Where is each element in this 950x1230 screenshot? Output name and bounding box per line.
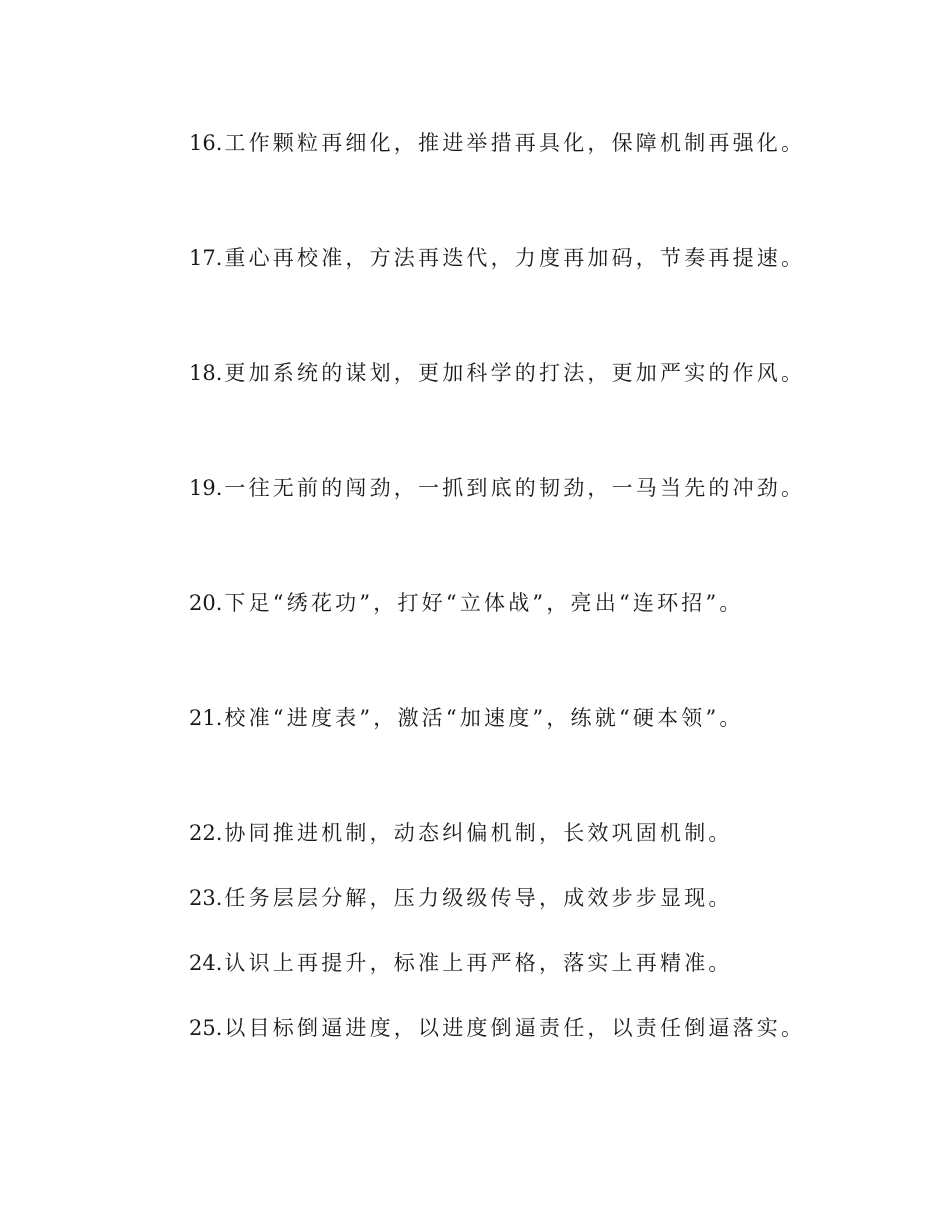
list-item [189,703,744,733]
list-item [189,128,805,158]
item-text: 更加系统的谋划，更加科学的打法，更加严实的作风。 [224,361,806,385]
list-item [189,588,744,618]
list-item [189,358,805,388]
item-number: 24. [189,951,223,975]
item-number: 16. [189,131,223,155]
list-item [189,883,733,913]
item-number: 18. [189,361,223,385]
item-number: 20. [189,591,223,615]
item-text: 校准“进度表”，激活“加速度”，练就“硬本领”。 [224,706,744,730]
item-text: 一往无前的闯劲，一抓到底的韧劲，一马当先的冲劲。 [224,476,806,500]
item-text: 工作颗粒再细化，推进举措再具化，保障机制再强化。 [224,131,806,155]
item-number: 17. [189,246,223,270]
item-text: 下足“绣花功”，打好“立体战”，亮出“连环招”。 [224,591,744,615]
item-number: 25. [189,1016,223,1040]
item-number: 23. [189,886,223,910]
item-text: 以目标倒逼进度，以进度倒逼责任，以责任倒逼落实。 [224,1016,806,1040]
list-item [189,473,805,503]
item-text: 认识上再提升，标准上再严格，落实上再精准。 [224,951,733,975]
item-text: 协同推进机制，动态纠偏机制，长效巩固机制。 [224,821,733,845]
list-item [189,818,733,848]
list-item [189,243,805,273]
item-number: 21. [189,706,223,730]
list-item [189,1013,805,1043]
item-number: 22. [189,821,223,845]
item-text: 任务层层分解，压力级级传导，成效步步显现。 [224,886,733,910]
item-text: 重心再校准，方法再迭代，力度再加码，节奏再提速。 [224,246,806,270]
item-number: 19. [189,476,223,500]
list-item [189,948,733,978]
